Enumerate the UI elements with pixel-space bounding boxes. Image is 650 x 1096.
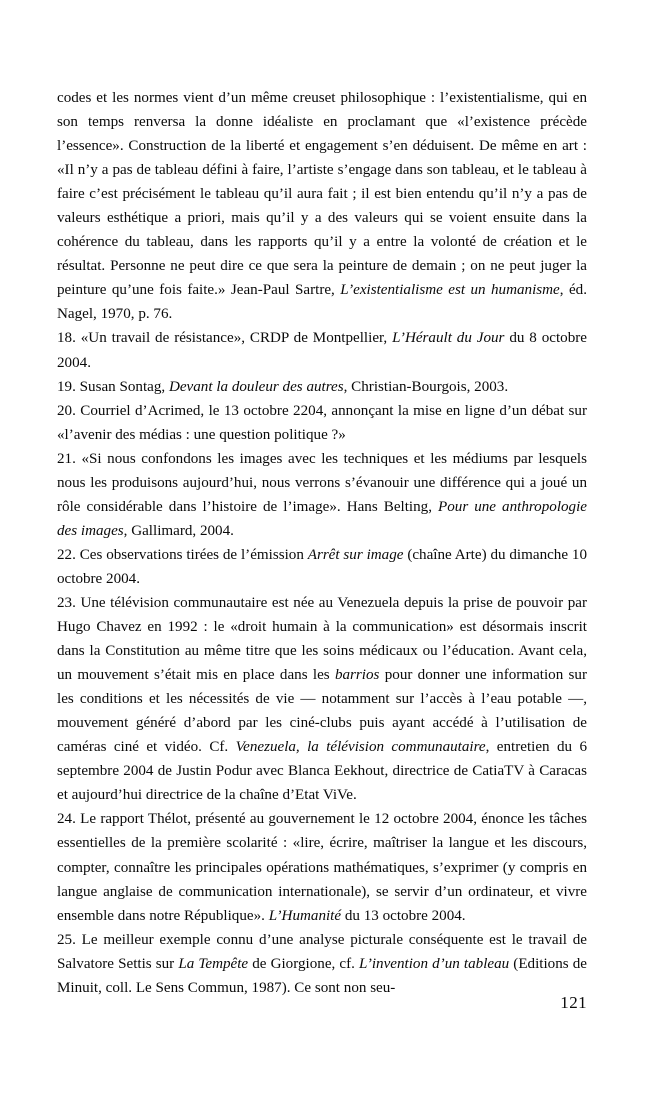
note-paragraph	[57, 447, 587, 543]
text-run: de Giorgione, cf.	[248, 955, 359, 972]
note-paragraph	[57, 326, 587, 374]
note-paragraph	[57, 807, 587, 927]
text-run: codes et les normes vient d’un même creuset philosophique : l’existentialisme, qui en son temps renversa la donne idéaliste en proclamant que «l’existence précède l’essence». Construction de la liberté et engagement s’en déduisent. De même en art : «Il n’y a pas de tableau défini à faire, l’artiste s’engage dans son tableau, et le tableau à faire c’est précisément le tableau qu’il aura fait ; il est bien entendu qu’il n’y a pas de valeurs esthétique a priori, mais qu’il y a des valeurs qui se voient ensuite dans la cohérence du tableau, dans les rapports qu’il y a entre la volonté de création et le résultat. Personne ne peut dire ce que sera la peinture de demain ; on ne peut juger la peinture qu’une fois faite.» Jean-Paul Sartre,	[57, 90, 587, 299]
text-run: 25. Le meilleur exemple connu d’une analyse picturale conséquente est le travail de Salvatore Settis sur	[57, 931, 587, 972]
text-run: 24. Le rapport Thélot, présenté au gouvernement le 12 octobre 2004, énonce les tâches essentielles de la première scolarité : «lire, écrire, maîtriser la langue et les discours, compter, connaître les principales opérations mathématiques, s’exprimer (y compris en langue anglaise de communication internationale), se servir d’un ordinateur, et vivre ensemble dans notre République».	[57, 811, 587, 924]
note-paragraph	[57, 86, 587, 326]
italic-title: La Tempête	[178, 955, 249, 972]
text-run: pour donner une information sur les conditions et les nécessités de vie — notamment sur l’accès à l’eau potable —, mouvement généré d’abord par les ciné-clubs puis ayant accédé à l’utilisation de caméras ciné et vidéo. Cf.	[57, 667, 587, 756]
italic-title: Devant la douleur des autres	[168, 378, 344, 395]
text-run: , éd. Nagel, 1970, p. 76.	[57, 282, 587, 323]
italic-title: L’Hérault du Jour	[392, 330, 505, 347]
text-run: du 8 octobre 2004.	[57, 330, 587, 371]
text-run: (Editions de Minuit, coll. Le Sens Commun, 1987). Ce sont non seu-	[57, 955, 587, 996]
text-run: , Christian-Bourgois, 2003.	[343, 378, 509, 395]
text-run: , entretien du 6 septembre 2004 de Justin Podur avec Blanca Eekhout, directrice de CatiaTV à Caracas et aujourd’hui directrice de la chaîne d’Etat ViVe.	[57, 739, 587, 804]
italic-title: L’existentialisme est un humanisme	[340, 282, 560, 299]
note-paragraph	[57, 928, 587, 1000]
text-run: 23. Une télévision communautaire est née au Venezuela depuis la prise de pouvoir par Hugo Chavez en 1992 : le «droit humain à la communication» est désormais inscrit dans la Constitution au même titre que les soins médicaux ou l’éducation. Avant cela, un mouvement s’était mis en place dans les	[57, 594, 587, 684]
text-run: 18. «Un travail de résistance», CRDP de Montpellier,	[57, 330, 393, 347]
page-number: 121	[560, 993, 587, 1012]
italic-title: L’Humanité	[268, 907, 342, 924]
italic-title: barrios	[334, 667, 380, 684]
note-paragraph	[57, 399, 587, 447]
text-run: , Gallimard, 2004.	[123, 522, 234, 539]
text-run: 20. Courriel d’Acrimed, le 13 octobre 2204, annonçant la mise en ligne d’un débat sur «l’avenir des médias : une question politique ?»	[57, 402, 587, 443]
note-paragraph	[57, 543, 587, 591]
page-body-text	[57, 86, 587, 1000]
text-run: 21. «Si nous confondons les images avec les techniques et les médiums par lesquels nous les produisons aujourd’hui, nous verrons s’évanouir une différence qui a joué un rôle considérable dans l’histoire de l’image». Hans Belting,	[57, 450, 587, 515]
note-paragraph	[57, 591, 587, 807]
text-run: du 13 octobre 2004.	[341, 907, 466, 924]
note-paragraph	[57, 375, 587, 399]
italic-title: L’invention d’un tableau	[359, 955, 510, 972]
italic-title: Venezuela, la télévision communautaire	[235, 739, 486, 756]
text-run: (chaîne Arte) du dimanche 10 octobre 2004.	[57, 546, 587, 587]
italic-title: Arrêt sur image	[307, 546, 404, 563]
text-run: 22. Ces observations tirées de l’émission	[57, 546, 308, 563]
italic-title: Pour une anthropologie des images	[57, 498, 587, 539]
text-run: 19. Susan Sontag,	[57, 378, 169, 395]
